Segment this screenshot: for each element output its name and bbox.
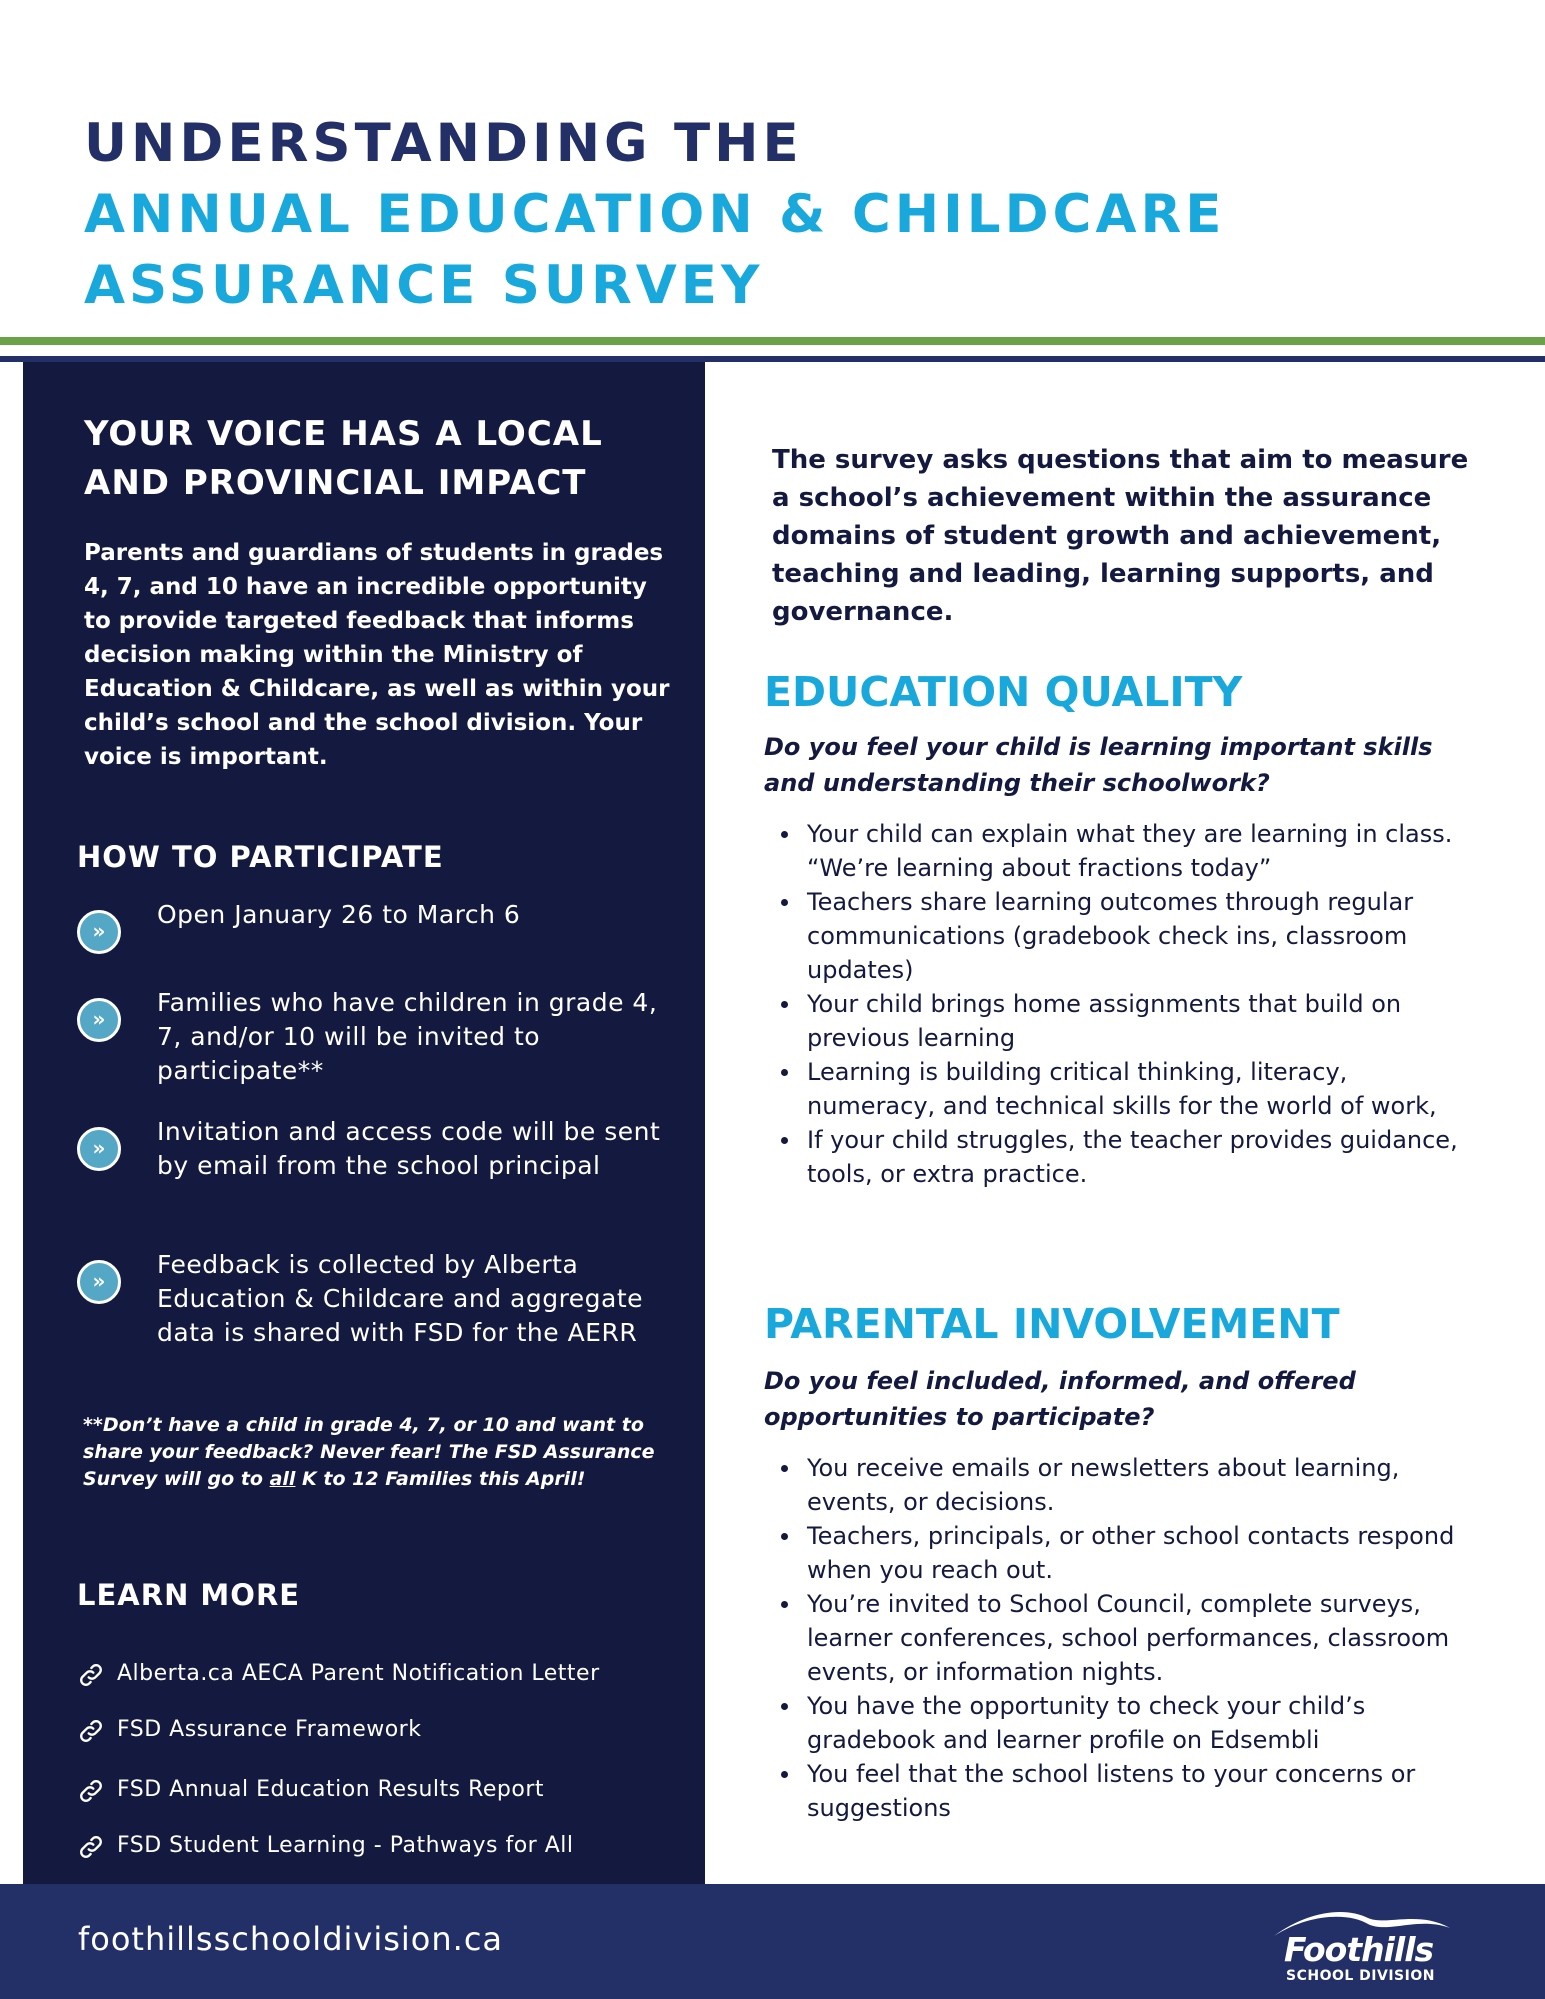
list-item: You receive emails or newsletters about learning, events, or decisions. bbox=[764, 1451, 1464, 1519]
list-item: If your child struggles, the teacher provides guidance, tools, or extra practice. bbox=[764, 1123, 1464, 1191]
website-link[interactable]: foothillsschooldivision.ca bbox=[78, 1920, 504, 1958]
footnote-text-1: **Don’t have a child in grade 4, 7, or 10 and want to share your feedback? Never fear! The FSD Assurance Survey will go to bbox=[83, 1414, 655, 1490]
education-quality-question: Do you feel your child is learning important skills and understanding their schoolwork? bbox=[764, 733, 1433, 797]
voice-heading bbox=[84, 410, 664, 508]
list-item: Teachers share learning outcomes through regular communications (gradebook check ins, classroom updates) bbox=[764, 885, 1464, 987]
participate-step-text: Open January 26 to March 6 bbox=[157, 900, 521, 929]
link-icon bbox=[77, 1777, 105, 1805]
chevron-right-icon: » bbox=[77, 998, 121, 1042]
page-title bbox=[84, 108, 1226, 321]
learn-more-link[interactable] bbox=[77, 1659, 687, 1689]
learn-more-link-text[interactable]: FSD Annual Education Results Report bbox=[117, 1777, 545, 1802]
footnote-underlined: all bbox=[269, 1468, 296, 1490]
footer bbox=[0, 1884, 1545, 1999]
parental-involvement-list bbox=[764, 1451, 1464, 1825]
survey-lead: The survey asks questions that aim to measure a school’s achievement within the assurance domains of student growth and achievement, teaching and leading, learning supports, and governance. bbox=[772, 445, 1469, 627]
page-title-line-1: UNDERSTANDING THE bbox=[84, 113, 803, 174]
list-item: Learning is building critical thinking, literacy, numeracy, and technical skills for the world of work, bbox=[764, 1055, 1464, 1123]
chevron-right-icon: » bbox=[77, 1127, 121, 1171]
green-divider bbox=[0, 337, 1545, 345]
participate-footnote bbox=[83, 1412, 673, 1493]
parental-involvement-question: Do you feel included, informed, and offered opportunities to participate? bbox=[764, 1367, 1356, 1431]
list-item: Your child brings home assignments that build on previous learning bbox=[764, 987, 1464, 1055]
list-item: You feel that the school listens to your concerns or suggestions bbox=[764, 1757, 1464, 1825]
list-item: Your child can explain what they are learning in class. “We’re learning about fractions today” bbox=[764, 817, 1464, 885]
logo-name: Foothills bbox=[1284, 1930, 1434, 1969]
link-icon bbox=[77, 1661, 105, 1689]
footnote-text-2: K to 12 Families this April! bbox=[295, 1468, 586, 1490]
learn-more-link[interactable] bbox=[77, 1775, 687, 1805]
learn-more-heading: LEARN MORE bbox=[77, 1578, 301, 1612]
list-item: You have the opportunity to check your child’s gradebook and learner profile on Edsembli bbox=[764, 1689, 1464, 1757]
learn-more-link-text[interactable]: FSD Student Learning - Pathways for All bbox=[117, 1833, 574, 1858]
education-quality-heading: EDUCATION QUALITY bbox=[764, 668, 1243, 716]
learn-more-link[interactable] bbox=[77, 1831, 687, 1861]
list-item: Teachers, principals, or other school contacts respond when you reach out. bbox=[764, 1519, 1464, 1587]
left-panel bbox=[23, 362, 705, 1884]
participate-step-text: Invitation and access code will be sent by email from the school principal bbox=[157, 1117, 661, 1180]
participate-step-text: Feedback is collected by Alberta Education & Childcare and aggregate data is shared with FSD for the AERR bbox=[157, 1250, 644, 1347]
education-quality-list bbox=[764, 817, 1464, 1191]
learn-more-link[interactable] bbox=[77, 1715, 687, 1745]
parental-involvement-heading: PARENTAL INVOLVEMENT bbox=[764, 1300, 1340, 1348]
chevron-right-icon: » bbox=[77, 910, 121, 954]
learn-more-link-text[interactable]: Alberta.ca AECA Parent Notification Letter bbox=[117, 1661, 600, 1686]
page-title-line-3: ASSURANCE SURVEY bbox=[84, 255, 764, 316]
page-title-line-2: ANNUAL EDUCATION & CHILDCARE bbox=[84, 184, 1226, 245]
chevron-right-icon: » bbox=[77, 1260, 121, 1304]
voice-intro: Parents and guardians of students in grades 4, 7, and 10 have an incredible opportunity to provide targeted feedback that informs decision making within the Ministry of Education & Childcare, as well as within your child’s school and the school division. Your voice is important. bbox=[84, 540, 670, 770]
foothills-logo bbox=[1268, 1906, 1458, 1986]
participate-step-text: Families who have children in grade 4, 7, and/or 10 will be invited to participate** bbox=[157, 988, 658, 1085]
voice-heading-line-2: AND PROVINCIAL IMPACT bbox=[84, 463, 587, 503]
voice-heading-line-1: YOUR VOICE HAS A LOCAL bbox=[84, 414, 603, 454]
link-icon bbox=[77, 1717, 105, 1745]
learn-more-link-text[interactable]: FSD Assurance Framework bbox=[117, 1717, 422, 1742]
participate-heading: HOW TO PARTICIPATE bbox=[77, 840, 444, 874]
list-item: You’re invited to School Council, complete surveys, learner conferences, school performances, classroom events, or information nights. bbox=[764, 1587, 1464, 1689]
logo-subtitle: SCHOOL DIVISION bbox=[1286, 1968, 1435, 1984]
link-icon bbox=[77, 1833, 105, 1861]
